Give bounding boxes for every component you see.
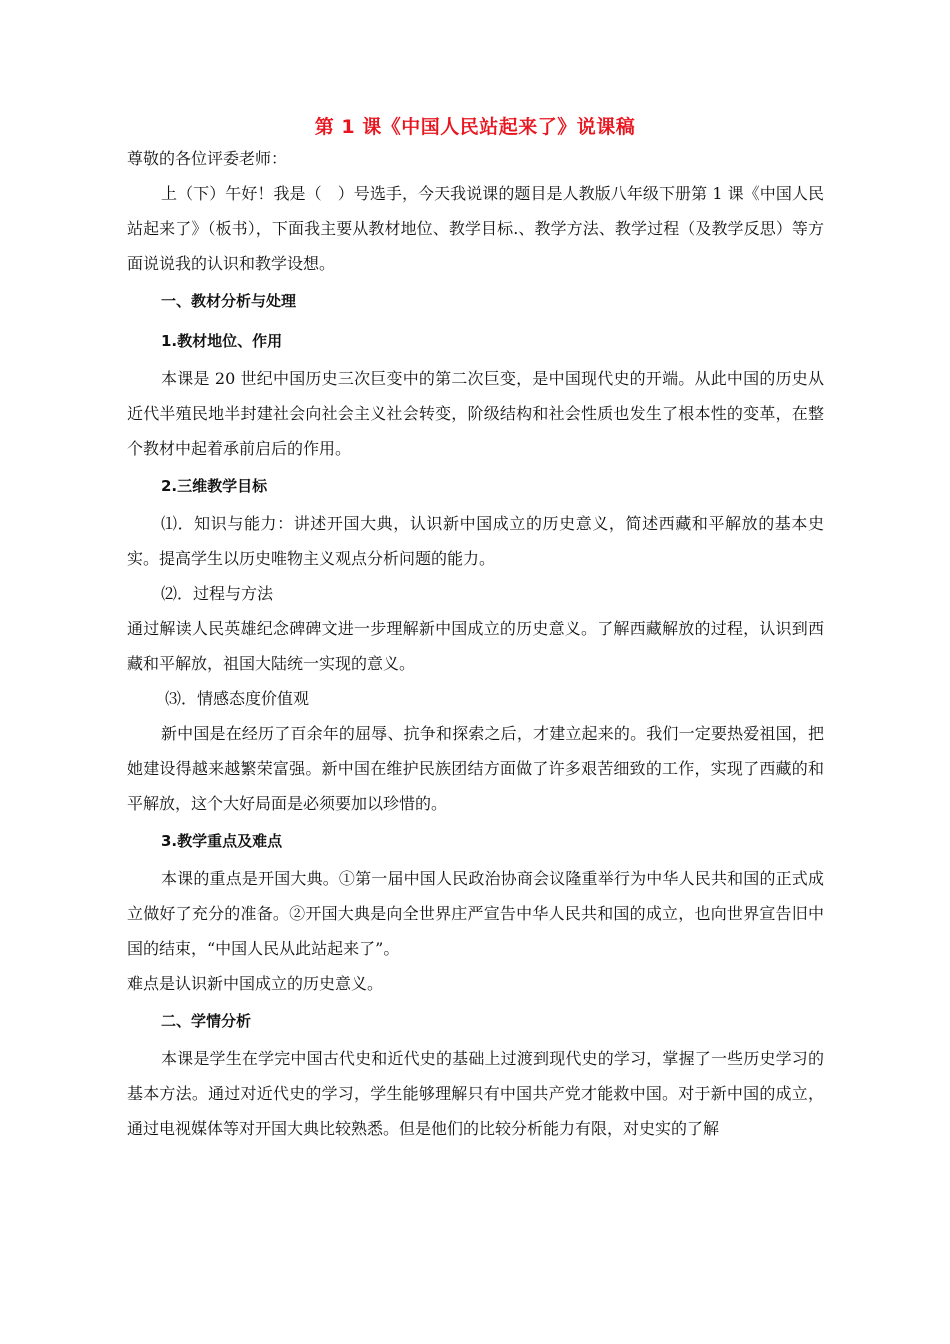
greeting: 尊敬的各位评委老师：: [127, 149, 288, 168]
section-heading-student-analysis: 二、学情分析: [161, 1012, 252, 1030]
goal-process-label: ⑵．过程与方法: [161, 584, 274, 603]
section-heading-textbook-analysis: 一、教材分析与处理: [161, 292, 297, 310]
document-body: [127, 141, 824, 1146]
subheading-teaching-goals: 2.三维教学目标: [161, 477, 268, 495]
paragraph-textbook-position: 本课是 20 世纪中国历史三次巨变中的第二次巨变，是中国现代史的开端。从此中国的历史从近代半殖民地半封建社会向社会主义社会转变，阶级结构和社会性质也发生了根本性的变革，在整个教材中起着承前启后的作用。: [127, 369, 824, 458]
paragraph-goal-knowledge: ⑴．知识与能力：讲述开国大典，认识新中国成立的历史意义，简述西藏和平解放的基本史实。提高学生以历史唯物主义观点分析问题的能力。: [127, 514, 824, 568]
subheading-textbook-position: 1.教材地位、作用: [161, 332, 283, 350]
paragraph-student-analysis: 本课是学生在学完中国古代史和近代史的基础上过渡到现代史的学习，掌握了一些历史学习的基本方法。通过对近代史的学习，学生能够理解只有中国共产党才能救中国。对于新中国的成立，通过电视媒体等对开国大典比较熟悉。但是他们的比较分析能力有限，对史实的了解: [127, 1049, 824, 1138]
paragraph-key-point: 本课的重点是开国大典。①第一届中国人民政治协商会议隆重举行为中华人民共和国的正式成立做好了充分的准备。②开国大典是向全世界庄严宣告中华人民共和国的成立，也向世界宣告旧中国的结束，“中国人民从此站起来了”。: [127, 869, 824, 958]
paragraph-difficulty: 难点是认识新中国成立的历史意义。: [127, 974, 384, 993]
subheading-key-difficult-points: 3.教学重点及难点: [161, 832, 283, 850]
paragraph-goal-emotion: 新中国是在经历了百余年的屈辱、抗争和探索之后，才建立起来的。我们一定要热爱祖国，把她建设得越来越繁荣富强。新中国在维护民族团结方面做了许多艰苦细致的工作，实现了西藏的和平解放，这个大好局面是必须要加以珍惜的。: [127, 724, 824, 813]
page-title: 第 1 课《中国人民站起来了》说课稿: [314, 116, 636, 138]
goal-emotion-label: ⑶．情感态度价值观: [165, 689, 310, 708]
intro-paragraph: 上（下）午好！我是（ ）号选手，今天我说课的题目是人教版八年级下册第 1 课《中国人民站起来了》（板书），下面我主要从教材地位、教学目标.、教学方法、教学过程（及教学反思）等方面说说我的认识和教学设想。: [127, 184, 824, 273]
paragraph-goal-process: 通过解读人民英雄纪念碑碑文进一步理解新中国成立的历史意义。了解西藏解放的过程，认识到西藏和平解放，祖国大陆统一实现的意义。: [127, 619, 824, 673]
